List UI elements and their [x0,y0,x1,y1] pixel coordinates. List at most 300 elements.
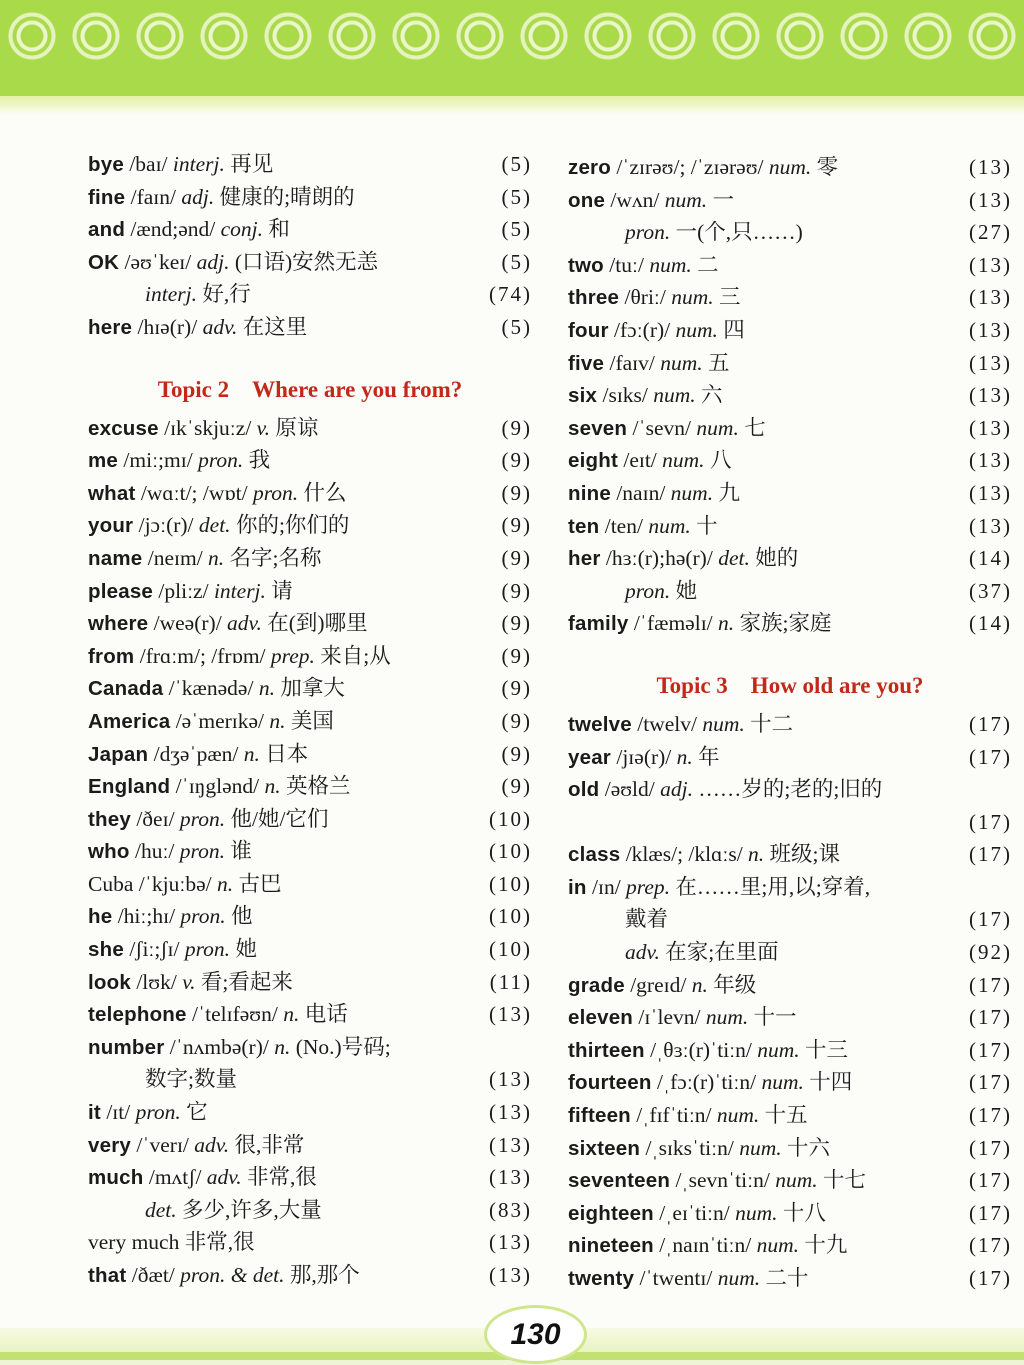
page-number-badge [484,1305,587,1364]
part-of-speech: interj. [145,282,197,307]
part-of-speech: num. [735,1200,778,1225]
entry-word: your [88,514,134,538]
entry-body: 十五 [759,1103,808,1128]
entry-text [88,1161,317,1197]
entry-body: 一 [707,187,735,212]
entry-body: ……岁的;老的;旧的 [692,777,883,802]
entry-body: /miː;mɪ/ [118,448,199,473]
entry-body: /faɪn/ [125,184,182,209]
vocab-entry [88,1096,532,1129]
vocab-entry [568,1229,1012,1262]
page-ref: (13) [969,383,1012,408]
entry-text [88,1259,360,1295]
entry-text [88,835,252,871]
entry-body: 在……里;用,以;穿着, [670,874,871,899]
vocab-entry [568,903,1012,936]
entry-word: much [88,1166,144,1190]
entry-text [568,314,745,350]
vocab-entry [568,1197,1012,1230]
entry-body: 日本 [259,741,309,766]
vocab-entry [88,444,532,477]
page-ref: (5) [501,314,532,339]
part-of-speech: adj. [196,249,230,274]
entry-body: 多少,许多,大量 [176,1197,322,1222]
entry-word: in [568,875,587,899]
vocab-entry [88,412,532,445]
entry-word: Canada [88,677,164,701]
entry-body: /mʌtʃ/ [143,1165,207,1190]
part-of-speech: pron. [184,937,231,962]
entry-body: 六 [695,383,723,408]
vocab-entry [88,966,532,999]
part-of-speech: n. [216,871,234,896]
entry-body: /ˌfɔː(r)ˈtiːn/ [651,1070,762,1095]
entry-word: please [88,579,154,603]
entry-text [88,640,391,676]
topic-heading: Topic 2 Where are you from? [157,376,463,402]
entry-body: Cuba /ˈkjuːbə/ [88,871,217,896]
entry-text [88,311,307,347]
page-ref: (13) [489,1002,532,1027]
vocab-entry [88,1031,532,1064]
entry-text [88,900,253,936]
page-ref: (17) [969,1070,1012,1095]
vocab-entry [568,708,1012,741]
page-ref: (13) [969,415,1012,440]
vocab-entry [88,246,532,279]
vocab-entry [568,249,1012,282]
page-ref: (10) [489,904,532,929]
entry-text [88,444,270,480]
page-ref: (9) [501,448,532,473]
vocab-entry [88,213,532,246]
page-ref: (13) [489,1067,532,1092]
part-of-speech: adv. [227,611,262,636]
entry-body: /faɪv/ [604,350,661,375]
entry-text [568,903,668,939]
page-ref: (27) [969,220,1012,245]
entry-word: fifteen [568,1104,631,1128]
entry-body: /hɪə(r)/ [132,314,203,339]
entry-body: 她 [230,937,257,962]
page-ref: (17) [969,842,1012,867]
entry-text [88,542,322,578]
entry-body: 他 [225,904,253,929]
part-of-speech: adv. [194,1132,230,1157]
entry-word: from [88,644,135,668]
page-ref: (13) [969,448,1012,473]
entry-word: class [568,843,621,867]
entry-body: 十一 [748,1005,797,1030]
part-of-speech: adj. [181,184,215,209]
entry-body: /ˈtelɪfəʊn/ [186,1002,284,1027]
entry-body: /hiː;hɪ/ [112,904,181,929]
entry-text [568,151,838,187]
vocab-entry [88,542,532,575]
entry-text [88,412,318,448]
page-number: 130 [510,1317,561,1351]
part-of-speech: prep. [270,643,315,668]
entry-text [88,246,378,282]
part-of-speech: num. [671,285,714,310]
entry-text [568,1229,847,1265]
entry-body: 名字;名称 [224,545,322,570]
part-of-speech: num. [670,480,714,505]
part-of-speech: num. [739,1135,782,1160]
entry-body: /ɪt/ [100,1100,136,1125]
vocab-entry [568,151,1012,184]
vocab-entry [88,803,532,836]
entry-body: 来自;从 [314,643,391,668]
part-of-speech: prep. [626,874,671,899]
entry-word: sixteen [568,1136,641,1160]
entry-body: 十六 [781,1135,831,1160]
part-of-speech: pron. [179,839,225,864]
entry-body: /baɪ/ [123,152,173,176]
page-ref: (13) [489,1230,532,1255]
page-ref: (9) [501,708,532,733]
entry-body: /ˈfæməlɪ/ [628,611,719,636]
entry-body: 英格兰 [280,774,351,799]
entry-body: 请 [265,578,293,603]
page-ref: (13) [969,513,1012,538]
page-ref: (9) [501,415,532,440]
page-ref: (13) [489,1263,532,1287]
entry-body: 再见 [224,152,274,176]
vocab-entry [568,510,1012,543]
entry-text [568,379,723,415]
page-ref: (17) [969,711,1012,736]
entry-body: 十九 [799,1233,848,1258]
vocab-entry [568,379,1012,412]
part-of-speech: num. [716,1103,760,1128]
entry-word: she [88,938,124,962]
entry-body: 十二 [744,711,794,736]
entry-body: /ˌθɜː(r)ˈtiːn/ [644,1037,758,1062]
entry-body: /əʊld/ [599,777,661,802]
entry-word: here [88,315,133,339]
topic-heading: Topic 3 How old are you? [656,672,924,698]
entry-body: 电话 [299,1002,348,1027]
entry-body: /ænd;ənd/ [125,217,221,242]
entry-body: /jɔː(r)/ [133,513,199,538]
entry-word: excuse [88,416,159,440]
part-of-speech: num. [696,415,739,440]
page-ref: (5) [501,184,532,209]
entry-word: he [88,905,113,929]
page-ref: (10) [489,806,532,831]
vocab-entry [88,1063,532,1096]
page-ref: (13) [969,317,1012,342]
entry-text [568,1197,826,1233]
vocab-entry [88,181,532,214]
entry-text [88,148,273,184]
page-ref: (13) [969,252,1012,277]
page-ref: (9) [501,578,532,603]
vocab-entry [88,278,532,311]
entry-text [568,184,734,220]
entry-body: 健康的;晴朗的 [214,184,355,209]
entry-word: who [88,840,130,864]
page-ref: (37) [969,578,1012,603]
entry-word: number [88,1035,165,1059]
entry-word: where [88,612,149,636]
entry-text [568,1034,848,1070]
entry-body: very much 非常,很 [88,1230,255,1255]
page-ref: (10) [489,871,532,896]
entry-word: eight [568,449,618,473]
entry-word: thirteen [568,1038,645,1062]
page-ref: (9) [501,611,532,636]
entry-text [568,575,697,611]
entry-text [568,741,720,777]
vocab-entry [568,1099,1012,1132]
entry-body: 二 [691,252,719,277]
entry-text [88,1194,322,1230]
entry-word: five [568,351,605,375]
entry-word: fourteen [568,1071,652,1095]
entry-body: 戴着 [625,907,669,932]
vocab-entry [88,672,532,705]
entry-body: 班级;课 [764,842,841,867]
entry-text [88,278,251,314]
entry-word: me [88,449,119,473]
entry-text [568,1262,809,1298]
part-of-speech: det. [145,1197,177,1222]
page-ref: (17) [969,1233,1012,1258]
entry-body: 谁 [224,839,252,864]
entry-body: 三 [713,285,741,310]
part-of-speech: det. [718,546,750,571]
entry-text [568,412,766,448]
entry-body: 家族;家庭 [734,611,832,636]
vocab-entry [568,444,1012,477]
entry-text [88,1063,237,1099]
entry-word: grade [568,973,625,997]
entry-word: that [88,1264,127,1287]
entry-word: her [568,547,601,571]
entry-word: nineteen [568,1234,654,1258]
entry-body: (No.)号码; [290,1034,391,1059]
entry-word: year [568,745,611,769]
entry-body: /neɪm/ [142,545,209,570]
entry-body: /ˈɪŋglənd/ [170,774,265,799]
entry-text [568,1099,808,1135]
entry-word: England [88,775,171,799]
vocab-entry [568,216,1012,249]
entry-body: 一(个,只……) [670,220,803,245]
part-of-speech: pron. [625,220,671,245]
entry-body: 十八 [777,1200,826,1225]
entry-body: 我 [243,448,271,473]
entry-word: and [88,218,126,242]
part-of-speech: v. [182,969,196,994]
entry-text [568,838,840,874]
vocab-entry [88,738,532,771]
entry-word: it [88,1101,101,1125]
entry-text [568,708,793,744]
page-ref: (5) [501,152,532,176]
entry-body: 她 [670,578,698,603]
vocab-entry [568,607,1012,640]
part-of-speech: num. [768,155,812,179]
entry-text [568,542,798,578]
entry-word: what [88,481,136,505]
entry-word: twenty [568,1267,635,1290]
page-ref: (17) [969,907,1012,932]
part-of-speech: adj. [660,777,693,802]
vocab-entry [568,477,1012,510]
entry-body: /wɑːt/; /wɒt/ [135,480,253,505]
vocab-entry [568,1262,1012,1295]
part-of-speech: n. [691,972,708,997]
entry-body: /ˈtwentɪ/ [634,1266,718,1290]
entry-text [88,933,257,969]
entry-text [88,770,351,806]
entry-text [568,1164,866,1200]
vocab-entry [568,1066,1012,1099]
entry-word: they [88,807,131,831]
entry-body: 十七 [817,1168,866,1193]
vocab-entry [568,871,1012,904]
entry-body: /ˌeɪˈtiːn/ [653,1200,736,1225]
page-ref: (9) [501,643,532,668]
entry-text [568,773,882,809]
part-of-speech: n. [676,744,693,769]
vocab-entry [88,509,532,542]
vocab-entry [568,1164,1012,1197]
part-of-speech: pron. [198,448,244,473]
entry-text [88,672,345,708]
entry-body: 原谅 [270,415,319,440]
part-of-speech: pron. & det. [180,1263,285,1287]
vocab-entry [568,1001,1012,1034]
entry-body: /ɪn/ [586,874,627,899]
entry-body: /klæs/; /klɑːs/ [620,842,749,867]
entry-body: 非常,很 [241,1165,317,1190]
entry-text [568,969,756,1005]
entry-body: /ˌfɪfˈtiːn/ [630,1103,717,1128]
vocab-entry [568,1034,1012,1067]
entry-body: /dʒəˈpæn/ [148,741,244,766]
entry-text [88,738,308,774]
page-ref: (9) [501,545,532,570]
page-ref: (13) [969,285,1012,310]
page-ref: (17) [969,1168,1012,1193]
decorative-top-border [0,0,1024,96]
page-ref: (17) [969,1200,1012,1225]
entry-body: 十三 [799,1037,849,1062]
vocab-entry [88,1161,532,1194]
part-of-speech: num. [702,711,745,736]
page-ref: (17) [969,1103,1012,1128]
page-ref: (10) [489,937,532,962]
vocab-entry [88,933,532,966]
entry-body: /ˈnʌmbə(r)/ [164,1034,275,1059]
entry-body: /frɑːm/; /frɒm/ [134,643,271,668]
page-ref: (83) [489,1197,532,1222]
entry-text [568,1001,797,1037]
page-ref: (13) [969,155,1012,179]
page-ref: (17) [969,1135,1012,1160]
part-of-speech: num. [649,252,692,277]
part-of-speech: conj. [220,217,264,242]
entry-word: very [88,1133,131,1157]
vocab-entry [88,477,532,510]
entry-text [568,477,740,513]
page-ref: (5) [501,217,532,242]
part-of-speech: det. [198,513,231,538]
part-of-speech: num. [775,1168,818,1193]
entry-text [88,213,290,249]
part-of-speech: adv. [206,1165,242,1190]
vocab-entry [88,640,532,673]
page-ref: (9) [501,774,532,799]
part-of-speech: n. [243,741,260,766]
part-of-speech: num. [675,317,718,342]
part-of-speech: n. [748,842,765,867]
entry-body: /ˌsevnˈtiːn/ [670,1168,776,1193]
entry-word: eleven [568,1006,634,1030]
entry-body: 加拿大 [274,676,345,701]
entry-body: /fɔː(r)/ [608,317,676,342]
vocab-entry [88,1259,532,1292]
entry-text [568,1066,852,1102]
entry-body: /eɪt/ [617,448,663,473]
vocab-entry [88,1226,532,1259]
entry-body: 九 [713,480,740,505]
vocab-entry [88,607,532,640]
vocab-entry [568,838,1012,871]
part-of-speech: num. [660,350,703,375]
entry-word: eighteen [568,1201,654,1225]
entry-body: 在(到)哪里 [261,611,368,636]
entry-text [568,1132,830,1168]
entry-body: 看;看起来 [195,969,293,994]
entry-word: fine [88,185,126,209]
part-of-speech: n. [208,545,225,570]
part-of-speech: num. [757,1037,800,1062]
part-of-speech: n. [283,1002,300,1027]
entry-word: two [568,253,604,277]
page-ref: (14) [969,546,1012,571]
entry-body: /əˈmerɪkə/ [170,708,270,733]
entry-body: /ɪˈlevn/ [633,1005,706,1030]
entry-body: /ˈzɪrəʊ/; /ˈzɪərəʊ/ [610,155,769,179]
glossary-right-column [568,151,1012,1295]
entry-word: seven [568,416,628,440]
entry-body: 他/她/它们 [225,806,329,831]
entry-body: /twelv/ [631,711,703,736]
entry-body: 年级 [707,972,757,997]
vocab-entry [568,412,1012,445]
part-of-speech: interj. [172,152,225,176]
entry-word: seventeen [568,1169,671,1193]
entry-word: OK [88,250,120,274]
entry-body: 她的 [749,546,799,571]
part-of-speech: adv. [202,314,238,339]
entry-word: zero [568,156,611,179]
vocab-entry [88,311,532,344]
entry-text [88,1031,391,1067]
page-ref: (17) [969,972,1012,997]
entry-word: bye [88,153,124,176]
entry-body: /sɪks/ [597,383,654,408]
entry-text [88,607,368,643]
page-ref: (10) [489,839,532,864]
part-of-speech: num. [653,383,696,408]
entry-text [88,1129,304,1165]
